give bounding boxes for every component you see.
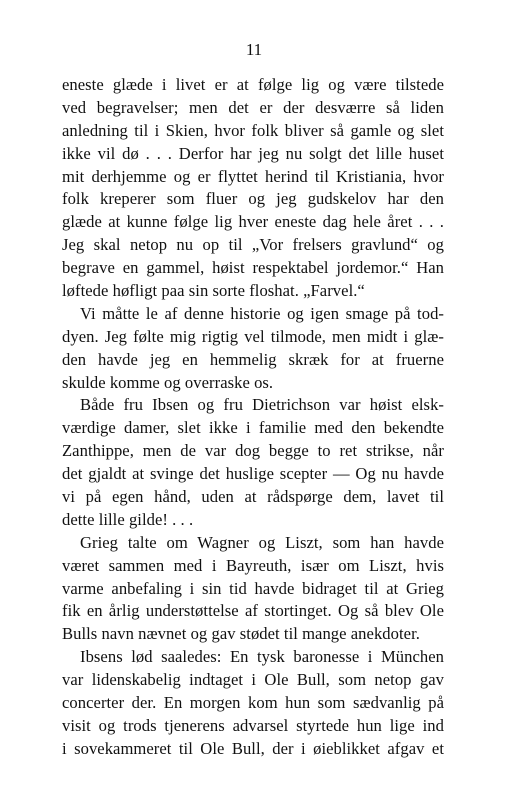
text-line: glæde at kunne følge lig hver eneste dag hele året . . . [62, 212, 444, 232]
text-line: været sammen med i Bayreuth, især om Liszt, hvis [62, 555, 444, 575]
text-line: varme anbefaling i sin tid havde bidraget til at Grieg [62, 578, 444, 598]
text-line: Vi måtte le af denne historie og igen smage på tod- [80, 303, 444, 323]
text-line: anledning til i Skien, hvor folk bliver så gamle og slet [62, 120, 444, 140]
text-line: Både fru Ibsen og fru Dietrichson var høist elsk- [80, 395, 444, 415]
text-line: dette lille gilde! . . . [62, 509, 194, 529]
text-line: Ibsens lød saaledes: En tysk baronesse i München [80, 647, 444, 667]
text-line: fik en årlig understøttelse af stortinget. Og så blev Ole [62, 601, 444, 621]
text-line: Bulls navn nævnet og gav stødet til mange anekdoter. [62, 624, 420, 644]
text-line: den havde jeg en hemmelig skræk for at fruerne [62, 349, 444, 369]
text-line: i sovekammeret til Ole Bull, der i øieblikket afgav et [62, 738, 444, 758]
text-line: eneste glæde i livet er at følge lig og være tilstede [62, 75, 444, 94]
text-line: mit derhjemme og er flyttet herind til Kristiania, hvor [62, 166, 444, 186]
text-line: begrave en gammel, høist respektabel jordemor.“ Han [62, 258, 444, 278]
text-line: vi på egen hånd, uden at rådspørge dem, lavet til [62, 487, 444, 507]
text-line: Grieg talte om Wagner og Liszt, som han havde [80, 532, 444, 552]
text-line: ikke vil dø . . . Derfor har jeg nu solgt det lille huset [62, 143, 444, 163]
page-number: 11 [245, 40, 263, 59]
text-line: visit og trods tjenerens advarsel styrtede hun lige ind [62, 715, 444, 735]
text-line: ved begravelser; men det er der desværre så liden [62, 97, 444, 117]
text-line: det gjaldt at svinge det huslige scepter — Og nu havde [62, 464, 444, 484]
text-line: dyen. Jeg følte mig rigtig vel tilmode, men midt i glæ- [62, 326, 444, 346]
text-line: skulde komme og overraske os. [62, 372, 274, 392]
text-line: Zanthippe, men de var dog begge to ret strikse, når [62, 441, 444, 461]
text-line: concerter der. En morgen kom hun som sædvanlig på [62, 693, 444, 713]
text-line: Jeg skal netop nu op til „Vor frelsers gravlund“ og [62, 235, 444, 255]
body-text [62, 74, 444, 761]
text-line: folk kreperer som fluer og jeg gudskelov har den [62, 189, 444, 209]
text-line: løftede høfligt paa sin sorte floshat. „Farvel.“ [62, 281, 365, 301]
text-line: var lidenskabelig indtaget i Ole Bull, som netop gav [62, 670, 444, 690]
text-line: værdige damer, slet ikke i familie med den bekendte [62, 418, 444, 438]
